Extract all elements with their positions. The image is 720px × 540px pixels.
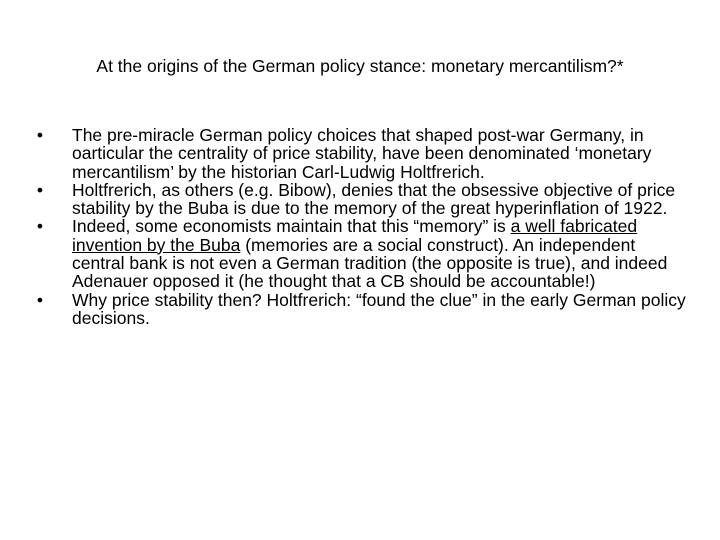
bullet-marker: • <box>36 125 44 145</box>
bullet-item-2 <box>30 181 690 218</box>
bullet-text-before: Indeed, some economists maintain that this “memory” is <box>72 216 511 237</box>
bullet-text-after: (memories are a social construct). An independent central bank is not even a German tradition (the opposite is true), and indeed Adenauer opposed it (he thought that a CB should be accountable!) <box>72 234 668 292</box>
bullet-item-4 <box>30 291 690 328</box>
bullet-text-underlined: a well fabricated invention by the Buba <box>72 216 638 255</box>
bullet-marker: • <box>36 289 44 310</box>
bullet-marker: • <box>36 179 44 200</box>
bullet-text: Holtfrerich, as others (e.g. Bibow), denies that the obsessive objective of price stability by the Buba is due to the memory of the great hyperinflation of 1922. <box>72 179 676 219</box>
bullet-text: Why price stability then? Holtfrerich: “found the clue” in the early German policy decisions. <box>72 289 686 328</box>
bullet-list <box>30 126 690 327</box>
bullet-item-3 <box>30 217 690 290</box>
bullet-marker: • <box>36 216 44 237</box>
slide-title: At the origins of the German policy stance: monetary mercantilism?* <box>96 56 624 76</box>
bullet-item-1 <box>30 126 690 181</box>
bullet-text: The pre-miracle German policy choices that shaped post-war Germany, in oarticular the centrality of price stability, have been denominated ‘monetary mercantilism’ by the historian Carl-Ludwig Holtfrerich. <box>72 125 652 182</box>
